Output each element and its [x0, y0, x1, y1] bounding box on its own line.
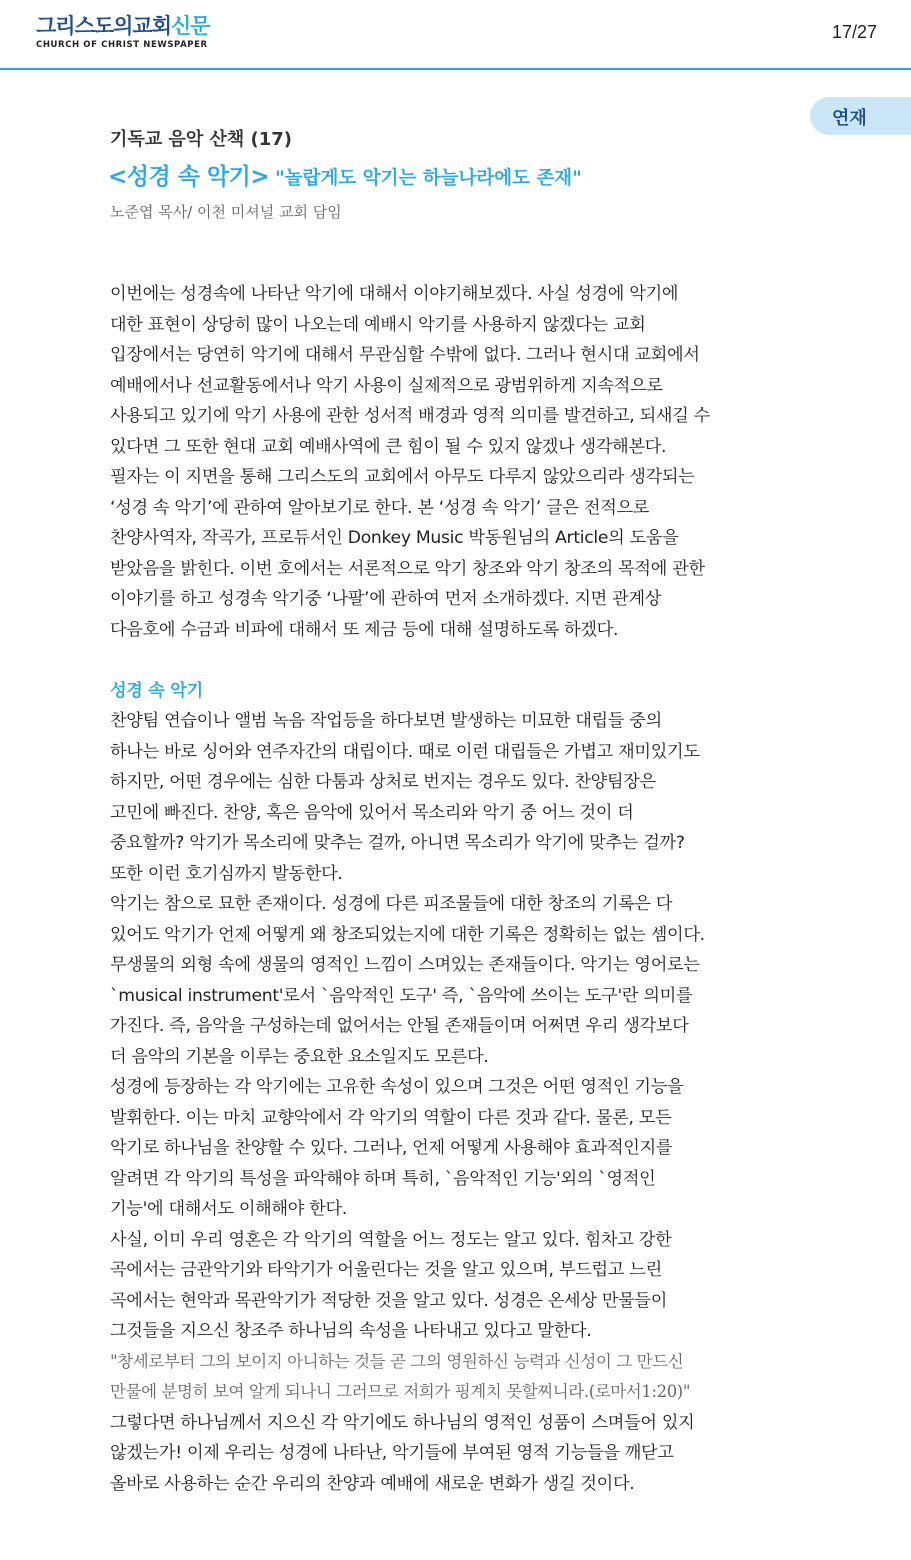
body-text-line: 다음호에 수금과 비파에 대해서 또 제금 등에 대해 설명하도록 하겠다. [110, 619, 619, 640]
logo-title-part1: 그리스도의교회 [36, 14, 172, 38]
page-number: 17/27 [831, 22, 877, 42]
body-text-line: 찬양사역자, 작곡가, 프로듀서인 Donkey Music 박동원님의 Article의 도움을 [110, 528, 679, 548]
body-text-line: 예배에서나 선교활동에서나 악기 사용이 실제적으로 광범위하게 지속적으로 [110, 375, 663, 396]
body-text-line: 악기로 하나님을 찬양할 수 있다. 그러나, 언제 어떻게 사용해야 효과적인지를 [110, 1138, 673, 1158]
logo-title [36, 14, 210, 38]
body-text-line: 악기는 참으로 묘한 존재이다. 성경에 다른 피조물들에 대한 창조의 기록은 다 [110, 894, 673, 914]
article-title-main: <성경 속 악기> [108, 164, 270, 190]
section-tab-label: 연재 [832, 108, 867, 129]
body-text-line: 중요할까? 악기가 목소리에 맞추는 걸까, 아니면 목소리가 악기에 맞추는 걸까? [110, 833, 685, 853]
body-text-line: 더 음악의 기본을 이루는 중요한 요소일지도 모른다. [110, 1046, 489, 1067]
body-text-line: 올바로 사용하는 순간 우리의 찬양과 예배에 새로운 변화가 생길 것이다. [110, 1473, 635, 1494]
body-text-line: 사용되고 있기에 악기 사용에 관한 성서적 배경과 영적 의미를 발견하고, 되새길 수 [110, 406, 710, 426]
body-text-line: 곡에서는 현악과 목관악기가 적당한 것을 알고 있다. 성경은 온세상 만물들이 [110, 1290, 668, 1311]
body-text-line: 있다면 그 또한 현대 교회 예배사역에 큰 힘이 될 수 있지 않겠나 생각해본다. [110, 436, 667, 457]
article-subtitle: "놀랍게도 악기는 하늘나라에도 존재" [275, 168, 582, 189]
series-title: 기독교 음악 산책 (17) [110, 129, 293, 150]
body-text-line: 하지만, 어떤 경우에는 심한 다툼과 상처로 번지는 경우도 있다. 찬양팀장은 [110, 772, 656, 792]
article-title [108, 158, 582, 191]
body-text-line: 입장에서는 당연히 악기에 대해서 무관심할 수밖에 없다. 그러나 현시대 교회에서 [110, 345, 700, 365]
scripture-quote-line: 만물에 분명히 보여 알게 되나니 그러므로 저희가 핑계치 못할찌니라.(로마서1:20)" [110, 1382, 691, 1401]
body-text-line: 사실, 이미 우리 영혼은 각 악기의 역할을 어느 정도는 알고 있다. 힘차고 강한 [110, 1229, 672, 1250]
section-tab [810, 97, 911, 135]
section-heading: 성경 속 악기 [110, 680, 203, 701]
body-text-line: 또한 이런 호기심까지 발동한다. [110, 863, 343, 884]
body-text-line: 그렇다면 하나님께서 지으신 각 악기에도 하나님의 영적인 성품이 스며들어 있지 [110, 1412, 695, 1433]
body-text-line: 고민에 빠진다. 찬양, 혹은 음악에 있어서 목소리와 악기 중 어느 것이 더 [110, 802, 634, 823]
logo-title-part2: 신문 [171, 14, 210, 38]
body-text-line: 필자는 이 지면을 통해 그리스도의 교회에서 아무도 다루지 않았으리라 생각되는 [110, 467, 695, 487]
article-body [110, 279, 800, 1499]
page-header [0, 0, 911, 70]
body-text-line: ‘성경 속 악기’에 관하여 알아보기로 한다. 본 ‘성경 속 악기’ 글은 전적으로 [110, 497, 650, 518]
body-text-line: 기능'에 대해서도 이해해야 한다. [110, 1199, 348, 1219]
body-text-line: 발휘한다. 이는 마치 교향악에서 각 악기의 역할이 다른 것과 같다. 물론, 모든 [110, 1107, 672, 1128]
body-text-line: 무생물의 외형 속에 생물의 영적인 느낌이 스며있는 존재들이다. 악기는 영어로는 [110, 955, 700, 975]
body-text-line: `musical instrument'로서 `음악적인 도구' 즉, `음악에 쓰이는 도구'란 의미를 [110, 985, 693, 1006]
body-text-line: 있어도 악기가 언제 어떻게 왜 창조되었는지에 대한 기록은 정확히는 없는 셈이다. [110, 924, 705, 945]
body-text-line: 하나는 바로 싱어와 연주자간의 대립이다. 때로 이런 대립들은 가볍고 재미있기도 [110, 741, 700, 762]
body-text-line: 이번에는 성경속에 나타난 악기에 대해서 이야기해보겠다. 사실 성경에 악기에 [110, 284, 679, 304]
newspaper-logo[interactable] [36, 14, 210, 50]
body-text-line: 그것들을 지으신 창조주 하나님의 속성을 나타내고 있다고 말한다. [110, 1321, 592, 1341]
logo-subtitle: CHURCH OF CHRIST NEWSPAPER [36, 40, 208, 50]
body-text-line: 곡에서는 금관악기와 타악기가 어울린다는 것을 알고 있으며, 부드럽고 느린 [110, 1260, 662, 1280]
body-text-line: 않겠는가! 이제 우리는 성경에 나타난, 악기들에 부여된 영적 기능들을 깨닫고 [110, 1443, 674, 1463]
body-text-line: 받았음을 밝힌다. 이번 호에서는 서론적으로 악기 창조와 악기 창조의 목적에 관한 [110, 558, 705, 579]
body-text-line: 대한 표현이 상당히 많이 나오는데 예배시 악기를 사용하지 않겠다는 교회 [110, 314, 646, 335]
body-text-line: 성경에 등장하는 각 악기에는 고유한 속성이 있으며 그것은 어떤 영적인 기능을 [110, 1077, 684, 1097]
scripture-quote-line: "창세로부터 그의 보이지 아니하는 것들 곧 그의 영원하신 능력과 신성이 그 만드신 [110, 1351, 684, 1371]
body-text-line: 이야기를 하고 성경속 악기중 ‘나팔’에 관하여 먼저 소개하겠다. 지면 관계상 [110, 589, 662, 609]
body-text-line: 찬양팀 연습이나 앨범 녹음 작업등을 하다보면 발생하는 미묘한 대립들 중의 [110, 711, 662, 731]
article-author: 노준엽 목사/ 이천 미셔널 교회 담임 [110, 203, 342, 221]
body-text-line: 가진다. 즉, 음악을 구성하는데 없어서는 안될 존재들이며 어쩌면 우리 생각보다 [110, 1016, 689, 1036]
paragraph-spacer [110, 645, 800, 676]
body-text-line: 알려면 각 악기의 특성을 파악해야 하며 특히, `음악적인 기능'외의 `영적인 [110, 1168, 656, 1189]
